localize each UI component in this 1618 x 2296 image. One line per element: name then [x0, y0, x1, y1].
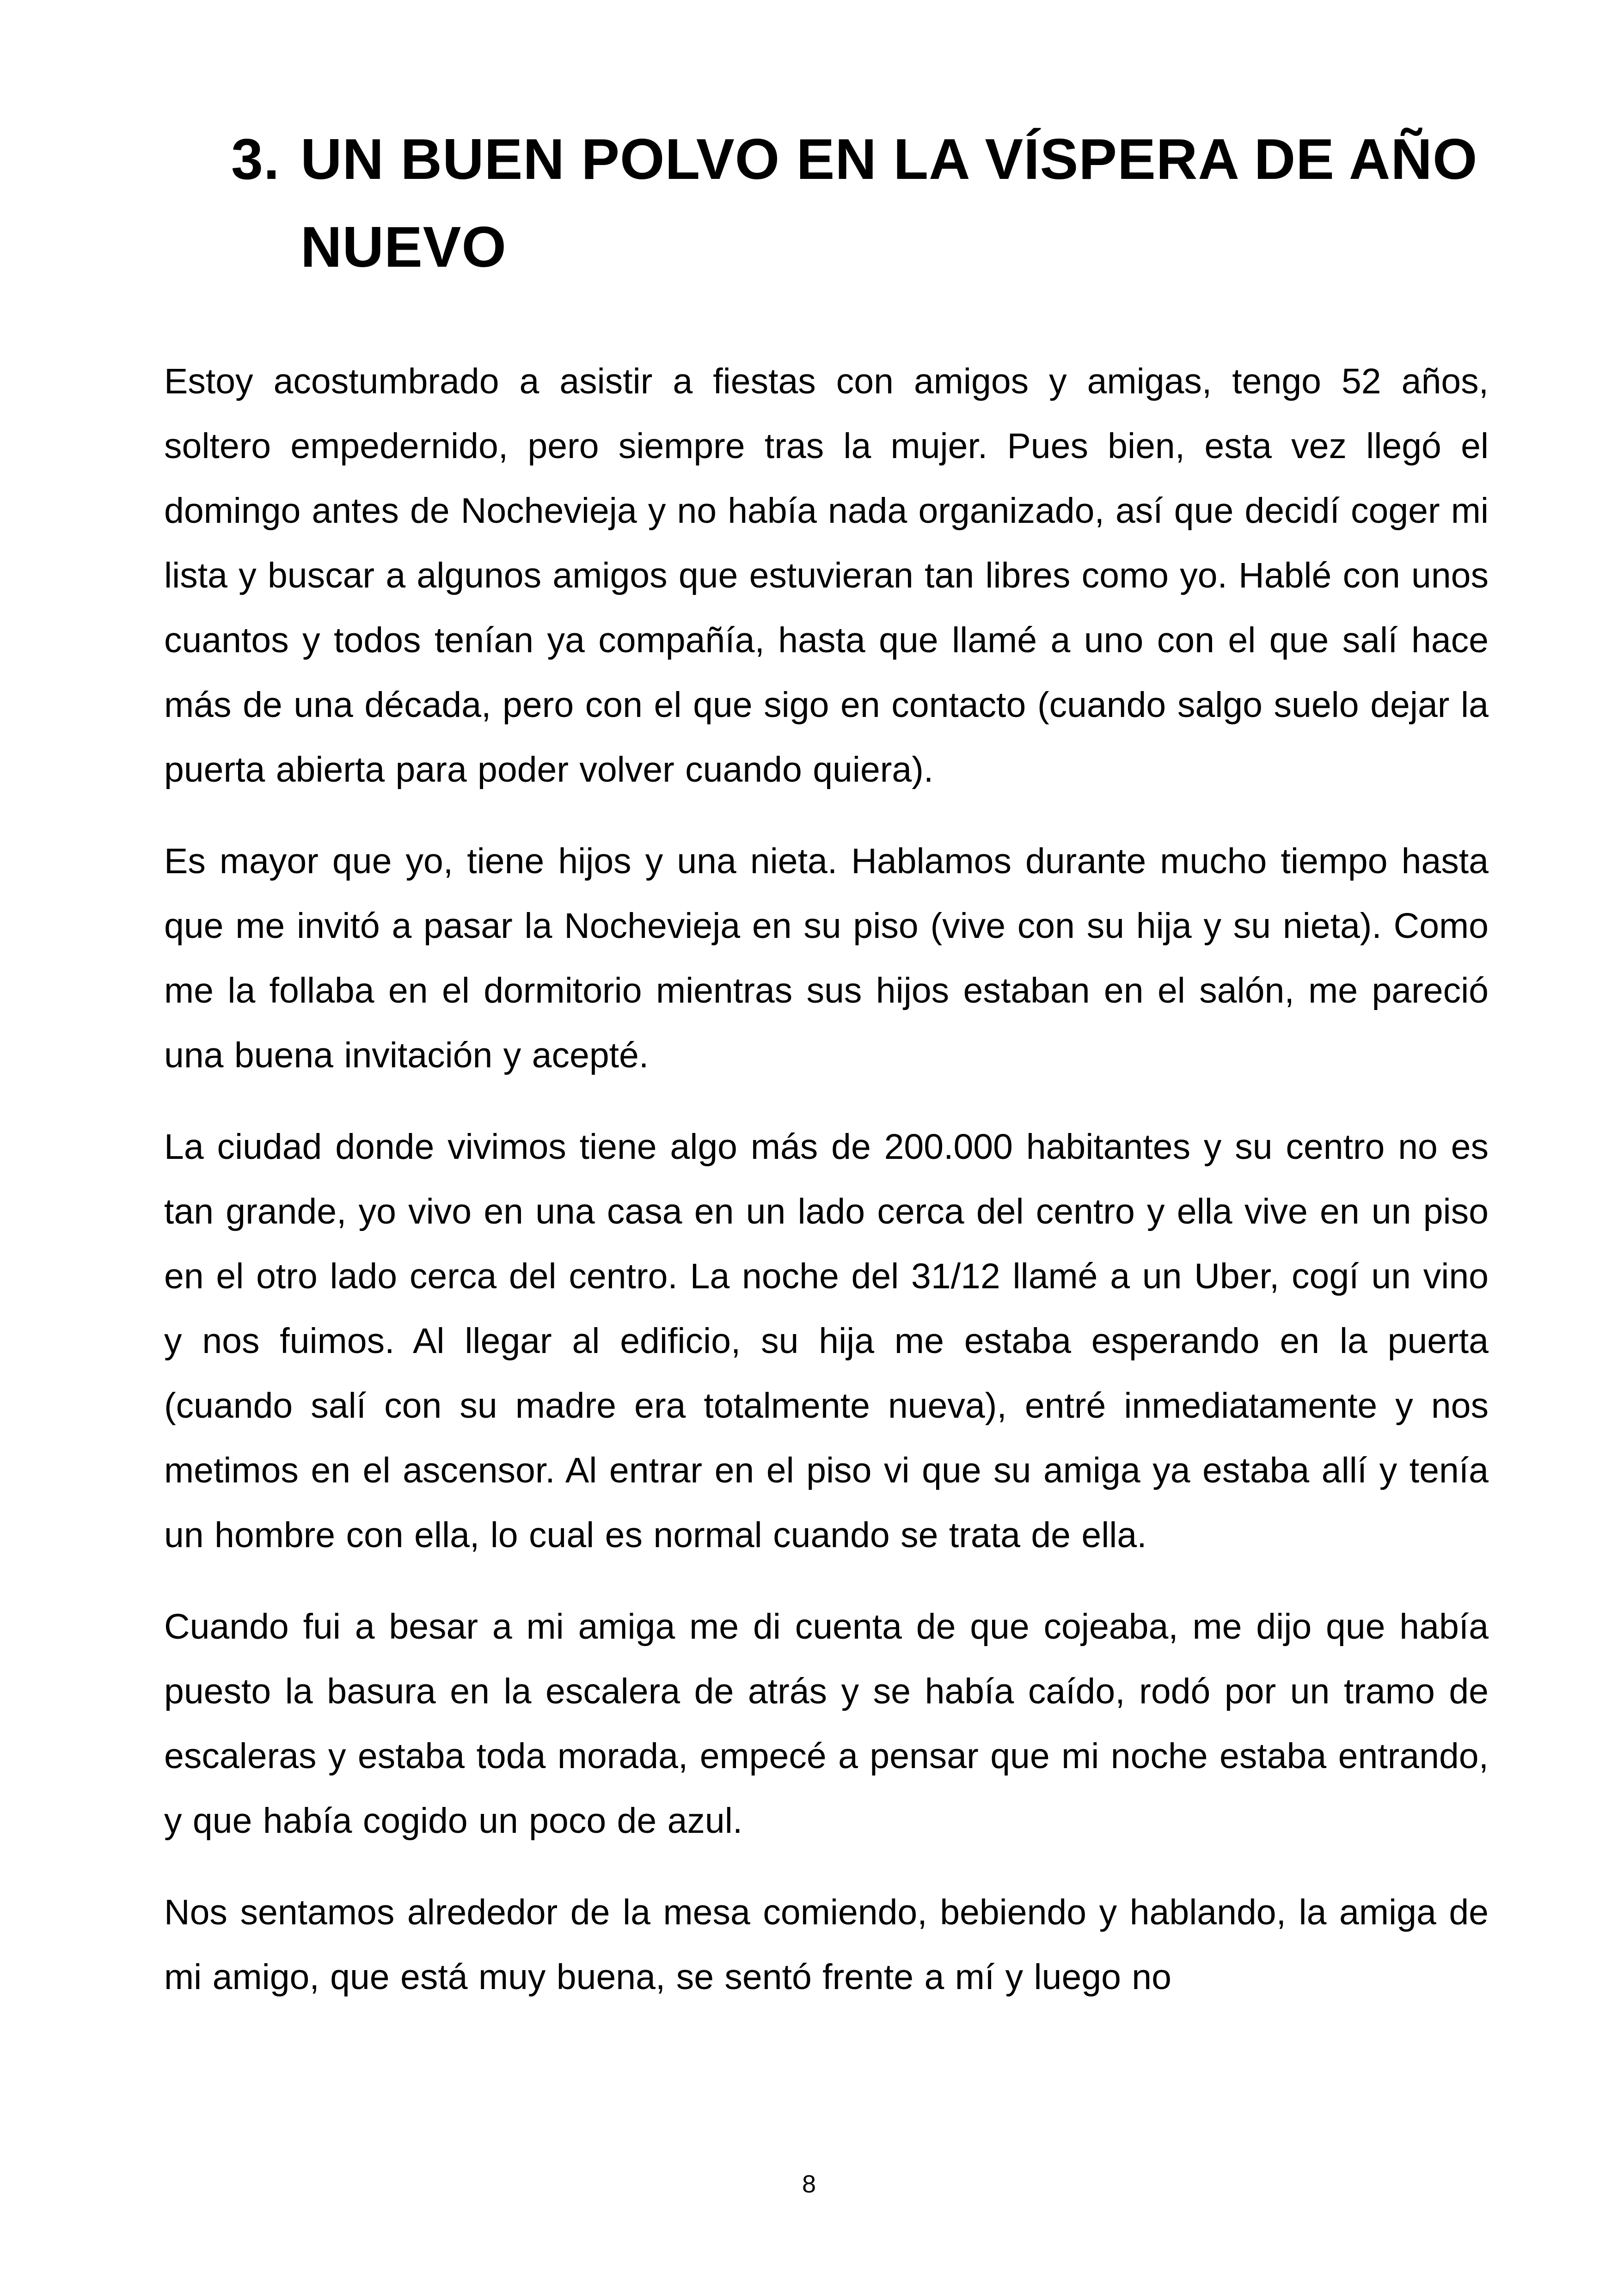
paragraph-5: Nos sentamos alrededor de la mesa comiendo, bebiendo y hablando, la amiga de mi amigo, que está muy buena, se sentó frente a mí y luego no	[164, 1892, 1489, 1997]
chapter-number: 3.	[231, 128, 280, 191]
body-text	[164, 349, 1489, 2036]
chapter-title-line-1: UN BUEN POLVO EN LA VÍSPERA DE AÑO	[300, 128, 1478, 191]
paragraph-1: Estoy acostumbrado a asistir a fiestas con amigos y amigas, tengo 52 años, soltero empedernido, pero siempre tras la mujer. Pues bien, esta vez llegó el domingo antes de Nochevieja y no había nada organizado, así que decidí coger mi lista y buscar a algunos amigos que estuvieran tan libres como yo. Hablé con unos cuantos y todos tenían ya compañía, hasta que llamé a uno con el que salí hace más de una década, pero con el que sigo en contacto (cuando salgo suelo dejar la puerta abierta para poder volver cuando quiera).	[164, 361, 1489, 790]
page-number: 8	[802, 2170, 816, 2198]
paragraph-2: Es mayor que yo, tiene hijos y una nieta. Hablamos durante mucho tiempo hasta que me invitó a pasar la Nochevieja en su piso (vive con su hija y su nieta). Como me la follaba en el dormitorio mientras sus hijos estaban en el salón, me pareció una buena invitación y acepté.	[164, 841, 1489, 1075]
paragraph-4: Cuando fui a besar a mi amiga me di cuenta de que cojeaba, me dijo que había puesto la basura en la escalera de atrás y se había caído, rodó por un tramo de escaleras y estaba toda morada, empecé a pensar que mi noche estaba entrando, y que había cogido un poco de azul.	[164, 1607, 1489, 1841]
chapter-title-line-2: NUEVO	[300, 215, 507, 279]
paragraph-3: La ciudad donde vivimos tiene algo más de 200.000 habitantes y su centro no es tan grande, yo vivo en una casa en un lado cerca del centro y ella vive en un piso en el otro lado cerca del centro. La noche del 31/12 llamé a un Uber, cogí un vino y nos fuimos. Al llegar al edificio, su hija me estaba esperando en la puerta (cuando salí con su madre era totalmente nueva), entré inmediatamente y nos metimos en el ascensor. Al entrar en el piso vi que su amiga ya estaba allí y tenía un hombre con ella, lo cual es normal cuando se trata de ella.	[164, 1127, 1489, 1555]
